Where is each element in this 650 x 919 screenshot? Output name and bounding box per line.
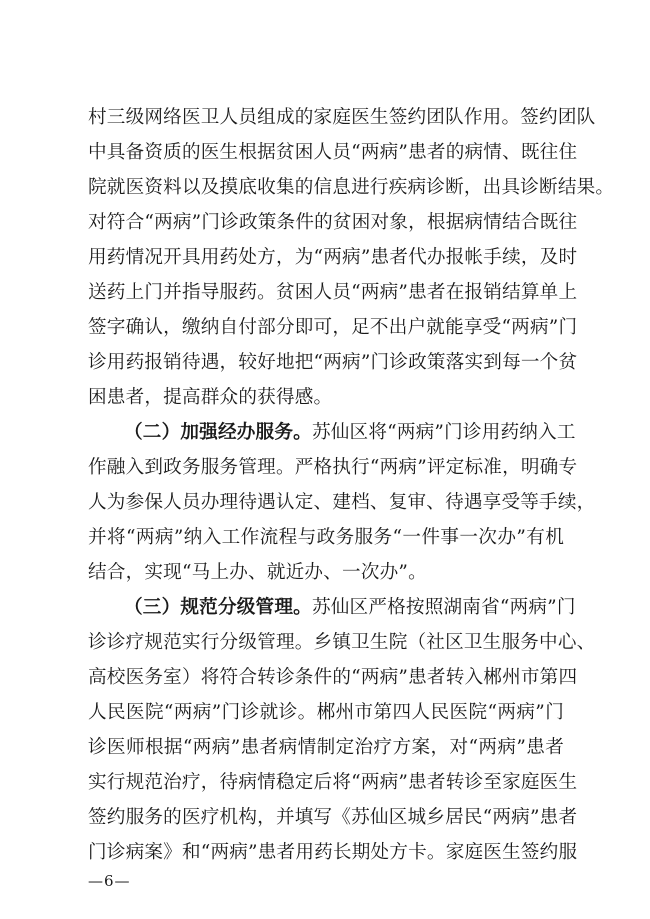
page-number: —6— — [88, 872, 131, 890]
paragraph-line: 实行规范治疗，待病情稳定后将“两病”患者转诊至家庭医生 — [88, 772, 578, 793]
section-3-first-line — [124, 591, 576, 625]
paragraph-line: 村三级网络医卫人员组成的家庭医生签约团队作用。签约团队 — [88, 107, 596, 128]
section-3-first-line-text: 苏仙区严格按照湖南省“两病”门 — [311, 597, 576, 618]
paragraph-line: 困患者，提高群众的获得感。 — [88, 387, 333, 408]
paragraph-line: 诊医师根据“两病”患者病情制定治疗方案，对“两病”患者 — [88, 737, 564, 758]
section-3-heading: （三）规范分级管理。 — [124, 597, 312, 618]
section-2-first-line — [124, 416, 576, 450]
paragraph-line: 院就医资料以及摸底收集的信息进行疾病诊断，出具诊断结果。 — [88, 177, 615, 198]
paragraph-line: 签约服务的医疗机构，并填写《苏仙区城乡居民“两病”患者 — [88, 807, 578, 828]
paragraph-line: 门诊病案》和“两病”患者用药长期处方卡。家庭医生签约服 — [88, 842, 578, 863]
paragraph-line: 对符合“两病”门诊政策条件的贫困对象，根据病情结合既往 — [88, 212, 578, 233]
section-2-heading: （二）加强经办服务。 — [124, 422, 312, 443]
paragraph-line: 用药情况开具用药处方，为“两病”患者代办报帐手续，及时 — [88, 247, 578, 268]
paragraph-line: 诊用药报销待遇，较好地把“两病”门诊政策落实到每一个贫 — [88, 352, 578, 373]
paragraph-line: 中具备资质的医生根据贫困人员“两病”患者的病情、既往住 — [88, 142, 578, 163]
paragraph-line: 并将“两病”纳入工作流程与政务服务“一件事一次办”有机 — [88, 527, 564, 548]
paragraph-line: 人民医院“两病”门诊就诊。郴州市第四人民医院“两病”门 — [88, 702, 564, 723]
paragraph-line: 人为参保人员办理待遇认定、建档、复审、待遇享受等手续， — [88, 492, 596, 513]
paragraph-line: 诊诊疗规范实行分级管理。乡镇卫生院（社区卫生服务中心、 — [88, 632, 596, 653]
paragraph-line: 作融入到政务服务管理。严格执行“两病”评定标准，明确专 — [88, 457, 578, 478]
paragraph-line: 签字确认，缴纳自付部分即可，足不出户就能享受“两病”门 — [88, 317, 578, 338]
paragraph-line: 高校医务室）将符合转诊条件的“两病”患者转入郴州市第四 — [88, 667, 578, 688]
paragraph-line: 结合，实现“马上办、就近办、一次办”。 — [88, 562, 427, 583]
paragraph-line: 送药上门并指导服药。贫困人员“两病”患者在报销结算单上 — [88, 282, 578, 303]
section-2-first-line-text: 苏仙区将“两病”门诊用药纳入工 — [311, 422, 576, 443]
